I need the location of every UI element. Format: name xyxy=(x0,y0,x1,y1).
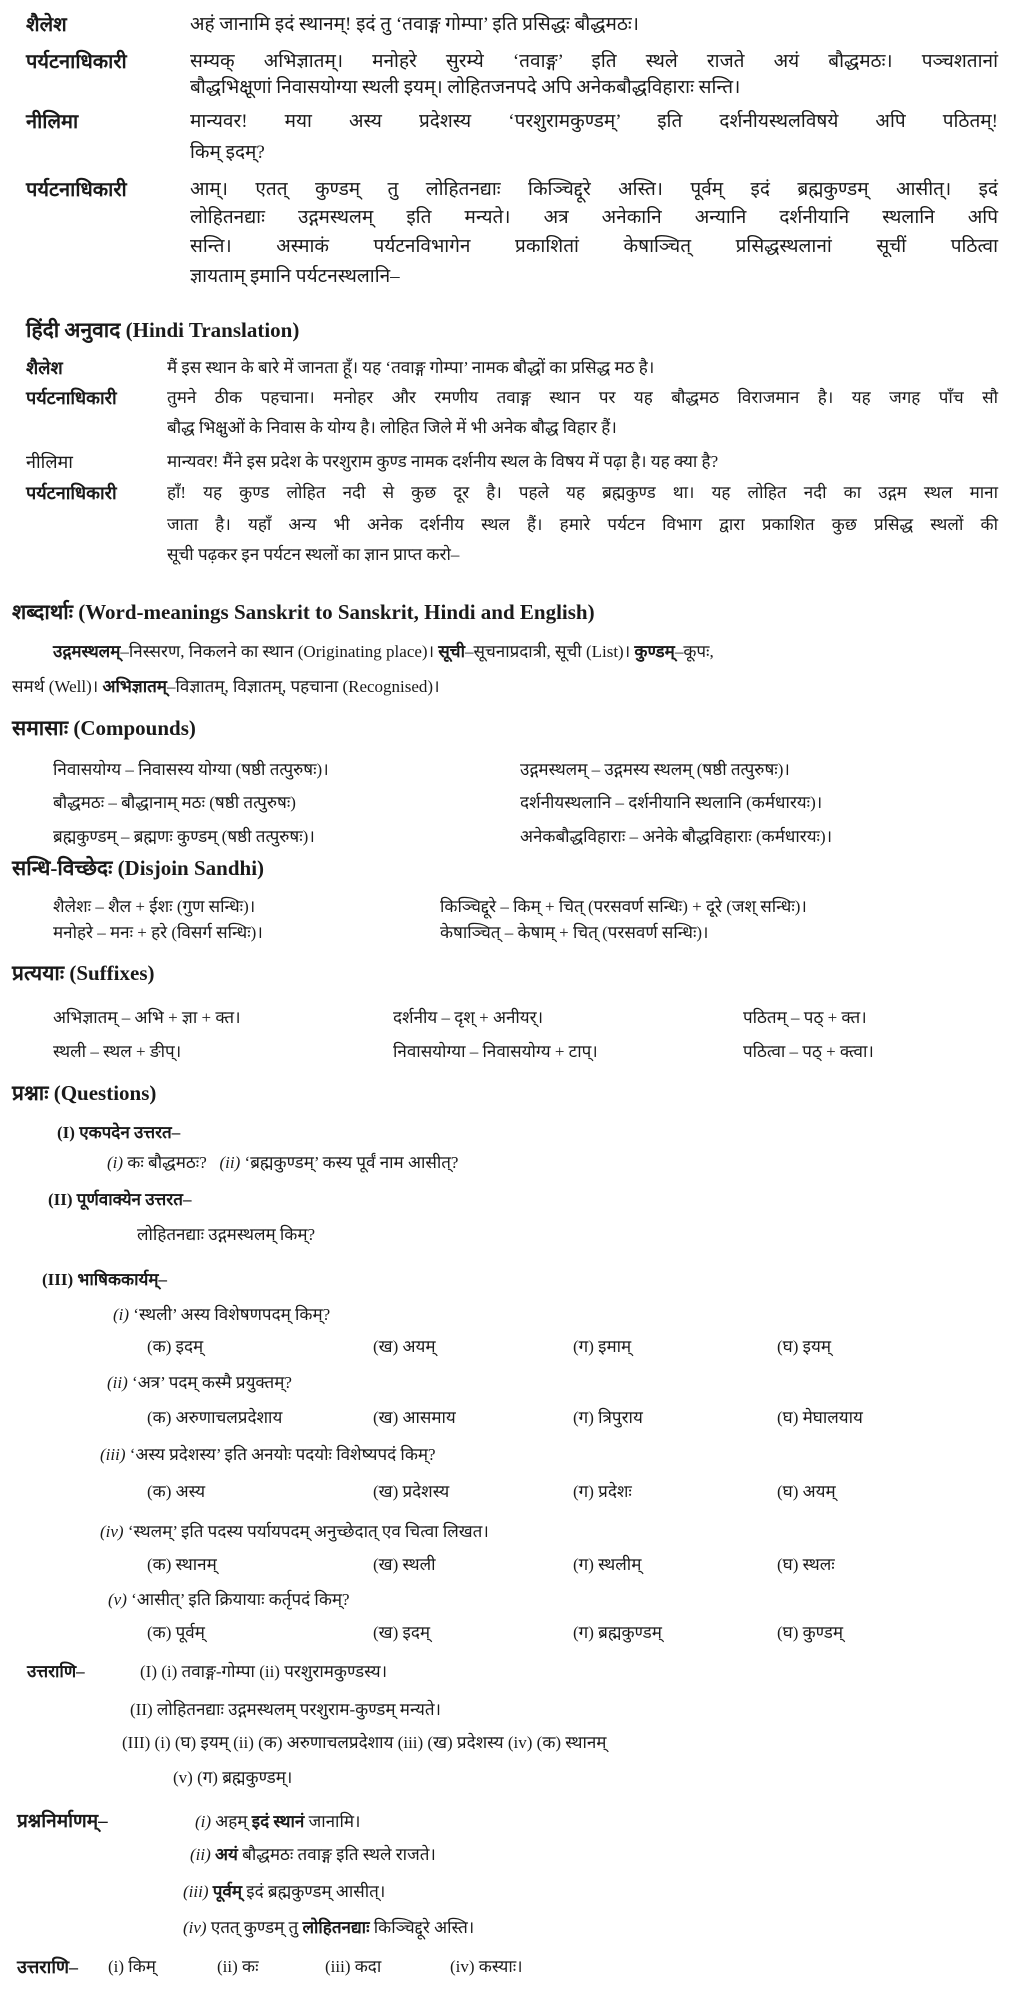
section-heading: हिंदी अनुवाद (Hindi Translation) xyxy=(26,318,300,342)
question-number: (v) xyxy=(108,1590,127,1609)
section-heading: समासाः (Compounds) xyxy=(12,716,196,740)
question-number: (i) xyxy=(107,1153,124,1172)
translation-line: मैं इस स्थान के बारे में जानता हूँ। यह ‘तवाङ्ग गोम्पा’ नामक बौद्धों का प्रसिद्ध मठ है। xyxy=(167,358,655,377)
question-text: ‘अत्र’ पदम् कस्मै प्रयुक्तम्? xyxy=(132,1373,292,1392)
speaker-name: पर्यटनाधिकारी xyxy=(26,179,127,201)
dialogue-line: आम्। एतत् कुण्डम् तु लोहितनद्याः किञ्चिद्दूरे अस्ति। पूर्वम् इदं ब्रह्मकुण्डम् आसीत्। इदं xyxy=(190,179,998,200)
option: (घ) मेघालयाय xyxy=(777,1408,863,1427)
item-number: (iii) xyxy=(183,1882,209,1901)
question-text: ‘आसीत्’ इति क्रियायाः कर्तृपदं किम्? xyxy=(131,1590,350,1609)
translation-line: मान्यवर! मैंने इस प्रदेश के परशुराम कुण्ड नामक दर्शनीय स्थल के विषय में पढ़ा है। यह क्या है? xyxy=(167,452,719,471)
formation-item xyxy=(190,1842,436,1868)
option: (घ) इयम् xyxy=(777,1337,831,1356)
item-text: बौद्धमठः तवाङ्ग इति स्थले राजते। xyxy=(237,1845,436,1864)
question-number: (ii) xyxy=(107,1373,128,1392)
dialogue-line: अहं जानामि इदं स्थानम्! इदं तु ‘तवाङ्ग गोम्पा’ इति प्रसिद्धः बौद्धमठः। xyxy=(190,14,639,35)
compound-item: बौद्धमठः – बौद्धानाम् मठः (षष्ठी तत्पुरुषः) xyxy=(53,793,296,812)
question-part-label: (II) पूर्णवाक्येन उत्तरत– xyxy=(48,1190,192,1209)
suffix-item: निवासयोग्या – निवासयोग्य + टाप्। xyxy=(393,1042,598,1061)
formation-item xyxy=(183,1879,385,1905)
option: (घ) अयम् xyxy=(777,1482,836,1501)
item-text: इदं ब्रह्मकुण्डम् आसीत्। xyxy=(242,1882,386,1901)
headword: कुण्डम् xyxy=(634,642,675,661)
word-meaning-line xyxy=(53,639,714,665)
sandhi-item: मनोहरे – मनः + हरे (विसर्ग सन्धिः)। xyxy=(53,923,263,942)
item-number: (ii) xyxy=(190,1845,211,1864)
question-line xyxy=(100,1442,436,1468)
option: (ख) प्रदेशस्य xyxy=(373,1482,450,1501)
meaning: –निस्सरण, निकलने का स्थान (Originating place)। xyxy=(120,642,435,661)
option: (ख) अयम् xyxy=(373,1337,436,1356)
dialogue-line: सम्यक् अभिज्ञातम्। मनोहरे सुरम्ये ‘तवाङ्ग’ इति स्थले राजते अयं बौद्धमठः। पञ्चशतानां xyxy=(190,51,998,72)
question-number: (iii) xyxy=(100,1445,126,1464)
option: (क) पूर्वम् xyxy=(147,1623,205,1642)
headword: अभिज्ञातम् xyxy=(102,677,167,696)
suffix-item: पठित्वा – पठ् + क्त्वा। xyxy=(743,1042,874,1061)
answer-line: (v) (ग) ब्रह्मकुण्डम्। xyxy=(173,1768,293,1787)
compound-item: उद्गमस्थलम् – उद्गमस्य स्थलम् (षष्ठी तत्पुरुषः)। xyxy=(520,760,790,779)
dialogue-line: किम् इदम्? xyxy=(190,142,265,163)
option: (ख) आसमाय xyxy=(373,1408,456,1427)
answer-line: (I) (i) तवाङ्ग-गोम्पा (ii) परशुरामकुण्डस्य। xyxy=(140,1662,388,1681)
translation-line: जाता है। यहाँ अन्य भी अनेक दर्शनीय स्थल हैं। हमारे पर्यटन विभाग द्वारा प्रकाशित कुछ प्रसिद्ध स्थलों की xyxy=(167,515,998,534)
question-part-label: (III) भाषिककार्यम्– xyxy=(42,1270,168,1289)
answer-line: (II) लोहितनद्याः उद्गमस्थलम् परशुराम-कुण्डम् मन्यते। xyxy=(130,1700,441,1719)
sandhi-item: शैलेशः – शैल + ईशः (गुण सन्धिः)। xyxy=(53,897,256,916)
item-number: (iv) xyxy=(183,1918,207,1937)
dialogue-line: सन्ति। अस्माकं पर्यटनविभागेन प्रकाशितां केषाञ्चित् प्रसिद्धस्थलानां सूचीं पठित्वा xyxy=(190,236,998,257)
item-text: अहम् xyxy=(215,1812,252,1831)
compound-item: दर्शनीयस्थलानि – दर्शनीयानि स्थलानि (कर्मधारयः)। xyxy=(520,793,823,812)
section-heading: प्रश्नाः (Questions) xyxy=(12,1081,157,1105)
question-line xyxy=(107,1370,292,1396)
option: (क) अस्य xyxy=(147,1482,206,1501)
question-text: ‘ब्रह्मकुण्डम्’ कस्य पूर्वं नाम आसीत्? xyxy=(244,1153,459,1172)
meaning: –विज्ञातम्, विज्ञातम्, पहचाना (Recognised)। xyxy=(166,677,440,696)
option: (ख) स्थली xyxy=(373,1555,436,1574)
question-number: (iv) xyxy=(100,1522,124,1541)
meaning: –कूपः, xyxy=(674,642,714,661)
answer-item: (ii) कः xyxy=(217,1957,259,1976)
meaning: समर्थ (Well)। xyxy=(12,677,99,696)
speaker-name: पर्यटनाधिकारी xyxy=(26,388,117,408)
headword: उद्गमस्थलम् xyxy=(53,642,121,661)
item-highlight: लोहितनद्याः xyxy=(302,1918,370,1937)
speaker-name: नीलिमा xyxy=(26,452,73,472)
answer-item: (iii) कदा xyxy=(325,1957,382,1976)
item-highlight: पूर्वम् xyxy=(212,1882,243,1901)
option: (घ) कुण्डम् xyxy=(777,1623,844,1642)
option: (घ) स्थलः xyxy=(777,1555,835,1574)
question-part-label: (I) एकपदेन उत्तरत– xyxy=(57,1123,181,1142)
question-text: ‘स्थली’ अस्य विशेषणपदम् किम्? xyxy=(133,1305,331,1324)
question-formation-label: प्रश्ननिर्माणम्– xyxy=(17,1811,108,1832)
section-heading: प्रत्ययाः (Suffixes) xyxy=(12,961,155,985)
option: (ग) त्रिपुराय xyxy=(573,1408,643,1427)
option: (ग) इमाम् xyxy=(573,1337,632,1356)
question-text: कः बौद्धमठः? xyxy=(127,1153,207,1172)
translation-line: बौद्ध भिक्षुओं के निवास के योग्य है। लोहित जिले में भी अनेक बौद्ध विहार हैं। xyxy=(167,418,617,437)
question-line xyxy=(100,1519,489,1545)
dialogue-line: ज्ञायताम् इमानि पर्यटनस्थलानि– xyxy=(190,266,400,287)
item-number: (i) xyxy=(195,1812,212,1831)
question-number: (i) xyxy=(113,1305,130,1324)
answer-item: (iv) कस्याः। xyxy=(450,1957,523,1976)
question-line xyxy=(108,1587,350,1613)
meaning: –सूचनाप्रदात्री, सूची (List)। xyxy=(464,642,631,661)
suffix-item: अभिज्ञातम् – अभि + ज्ञा + क्त। xyxy=(53,1008,241,1027)
speaker-name: शैलेश xyxy=(26,14,67,36)
dialogue-line: मान्यवर! मया अस्य प्रदेशस्य ‘परशुरामकुण्डम्’ इति दर्शनीयस्थलविषये अपि पठितम्! xyxy=(190,111,998,132)
dialogue-line: बौद्धभिक्षूणां निवासयोग्या स्थली इयम्। लोहितजनपदे अपि अनेकबौद्धविहाराः सन्ति। xyxy=(190,77,741,98)
speaker-name: पर्यटनाधिकारी xyxy=(26,483,117,503)
question-line xyxy=(107,1150,458,1176)
question-text: लोहितनद्याः उद्गमस्थलम् किम्? xyxy=(137,1225,316,1244)
suffix-item: स्थली – स्थल + ङीप्। xyxy=(53,1042,182,1061)
sandhi-item: केषाञ्चित् – केषाम् + चित् (परसवर्ण सन्धिः)। xyxy=(440,923,709,942)
speaker-name: पर्यटनाधिकारी xyxy=(26,51,127,73)
compound-item: निवासयोग्य – निवासस्य योग्या (षष्ठी तत्पुरुषः)। xyxy=(53,760,329,779)
answers-label: उत्तराणि– xyxy=(17,1957,79,1977)
question-number: (ii) xyxy=(219,1153,241,1172)
formation-item xyxy=(195,1809,360,1835)
question-text: ‘स्थलम्’ इति पदस्य पर्यायपदम् अनुच्छेदात् एव चित्वा लिखत। xyxy=(127,1522,489,1541)
answers-label: उत्तराणि– xyxy=(27,1662,85,1681)
question-line xyxy=(113,1302,330,1328)
item-text: एतत् कुण्डम् तु xyxy=(210,1918,303,1937)
option: (ग) ब्रह्मकुण्डम् xyxy=(573,1623,662,1642)
option: (ग) स्थलीम् xyxy=(573,1555,642,1574)
compound-item: ब्रह्मकुण्डम् – ब्रह्मणः कुण्डम् (षष्ठी तत्पुरुषः)। xyxy=(53,827,315,846)
section-heading: शब्दार्थाः (Word-meanings Sanskrit to Sanskrit, Hindi and English) xyxy=(12,600,595,624)
compound-item: अनेकबौद्धविहाराः – अनेके बौद्धविहाराः (कर्मधारयः)। xyxy=(520,827,833,846)
translation-line: तुमने ठीक पहचाना। मनोहर और रमणीय तवाङ्ग स्थान पर यह बौद्धमठ विराजमान है। यह जगह पाँच सौ xyxy=(167,388,998,407)
answer-line: (III) (i) (घ) इयम् (ii) (क) अरुणाचलप्रदेशाय (iii) (ख) प्रदेशस्य (iv) (क) स्थानम् xyxy=(122,1733,607,1752)
item-text: जानामि। xyxy=(304,1812,361,1831)
suffix-item: दर्शनीय – दृश् + अनीयर्। xyxy=(393,1008,544,1027)
speaker-name: नीलिमा xyxy=(26,111,79,133)
item-text: किञ्चिद्दूरे अस्ति। xyxy=(369,1918,475,1937)
speaker-name: शैलेश xyxy=(26,358,63,378)
item-highlight: इदं स्थानं xyxy=(251,1812,305,1831)
item-highlight: अयं xyxy=(215,1845,238,1864)
translation-line: हाँ! यह कुण्ड लोहित नदी से कुछ दूर है। पहले यह ब्रह्मकुण्ड था। यह लोहित नदी का उद्गम स्थल माना xyxy=(167,483,998,502)
question-text: ‘अस्य प्रदेशस्य’ इति अनयोः पदयोः विशेष्यपदं किम्? xyxy=(129,1445,436,1464)
dialogue-line: लोहितनद्याः उद्गमस्थलम् इति मन्यते। अत्र अनेकानि अन्यानि दर्शनीयानि स्थलानि अपि xyxy=(190,207,998,228)
translation-line: सूची पढ़कर इन पर्यटन स्थलों का ज्ञान प्राप्त करो– xyxy=(167,545,460,564)
headword: सूची xyxy=(438,642,465,661)
option: (ख) इदम् xyxy=(373,1623,431,1642)
option: (ग) प्रदेशः xyxy=(573,1482,632,1501)
option: (क) स्थानम् xyxy=(147,1555,217,1574)
option: (क) अरुणाचलप्रदेशाय xyxy=(147,1408,283,1427)
answer-item: (i) किम् xyxy=(108,1957,156,1976)
option: (क) इदम् xyxy=(147,1337,204,1356)
section-heading: सन्धि-विच्छेदः (Disjoin Sandhi) xyxy=(12,856,265,880)
formation-item xyxy=(183,1915,474,1941)
sandhi-item: किञ्चिद्दूरे – किम् + चित् (परसवर्ण सन्धिः) + दूरे (जश् सन्धिः)। xyxy=(440,897,807,916)
suffix-item: पठितम् – पठ् + क्त। xyxy=(743,1008,867,1027)
word-meaning-line xyxy=(12,674,440,700)
